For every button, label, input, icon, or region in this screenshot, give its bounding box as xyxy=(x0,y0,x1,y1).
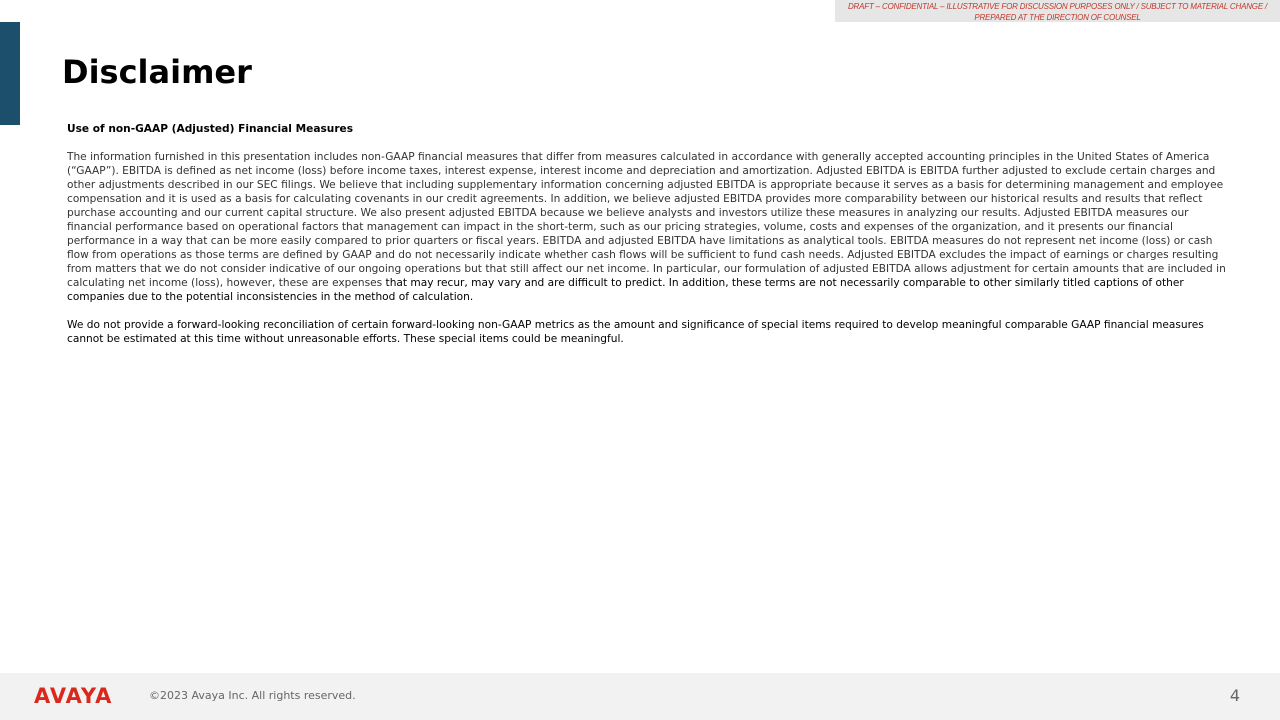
disclaimer-body xyxy=(67,122,1227,360)
paragraph-1-main-text: The information furnished in this presentation includes non-GAAP financial measures that differ from measures calculated in accordance with generally accepted accounting principles in the United States of America (“GAAP”). EBITDA is defined as net income (loss) before income taxes, interest expense, interest income and depreciation and amortization. Adjusted EBITDA is EBITDA further adjusted to exclude certain charges and other adjustments described in our SEC filings. We believe that including supplementary information concerning adjusted EBITDA is appropriate because it serves as a basis for determining management and employee compensation and it is used as a basis for calculating covenants in our credit agreements. In addition, we believe adjusted EBITDA provides more comparability between our historical results and results that reflect purchase accounting and our current capital structure. We also present adjusted EBITDA because we believe analysts and investors utilize these measures in analyzing our results. Adjusted EBITDA measures our financial performance based on operational factors that management can impact in the short-term, such as our pricing strategies, volume, costs and expenses of the organization, and it presents our financial performance in a way that can be more easily compared to prior quarters or fiscal years. EBITDA and adjusted EBITDA have limitations as analytical tools. EBITDA measures do not represent net income (loss) or cash flow from operations as those terms are defined by GAAP and do not necessarily indicate whether cash flows will be sufficient to fund cash needs. Adjusted EBITDA excludes the impact of earnings or charges resulting from matters that we do not consider indicative of our ongoing operations but that still affect our net income. In particular, our formulation of adjusted EBITDA allows adjustment for certain amounts that are included in calculating net income (loss), however, these are expenses xyxy=(67,151,1226,289)
copyright-text: ©2023 Avaya Inc. All rights reserved. xyxy=(149,689,356,702)
paragraph-1-tail-text: that may recur, may vary and are difficult to predict. In addition, these terms are not necessarily comparable to other similarly titled captions of other companies due to the potential inconsistencies in the method of calculation. xyxy=(67,277,1184,303)
footer xyxy=(0,673,1280,720)
section-subheading: Use of non-GAAP (Adjusted) Financial Measures xyxy=(67,123,354,135)
avaya-logo: AVAYA xyxy=(34,684,113,708)
page-number: 4 xyxy=(1229,686,1240,705)
title-accent-bar xyxy=(0,22,20,125)
disclaimer-paragraph-2: We do not provide a forward-looking reconciliation of certain forward-looking non-GAAP metrics as the amount and significance of special items required to develop meaningful comparable GAAP financial measures cannot be estimated at this time without unreasonable efforts. These special items could be meaningful. xyxy=(67,319,1204,345)
draft-confidential-banner: DRAFT – CONFIDENTIAL – ILLUSTRATIVE FOR DISCUSSION PURPOSES ONLY / SUBJECT TO MATERIAL CHANGE / PREPARED AT THE DIRECTION OF COUNSEL xyxy=(835,0,1280,22)
disclaimer-paragraph-1 xyxy=(67,150,1227,304)
page-title: Disclaimer xyxy=(62,53,252,91)
